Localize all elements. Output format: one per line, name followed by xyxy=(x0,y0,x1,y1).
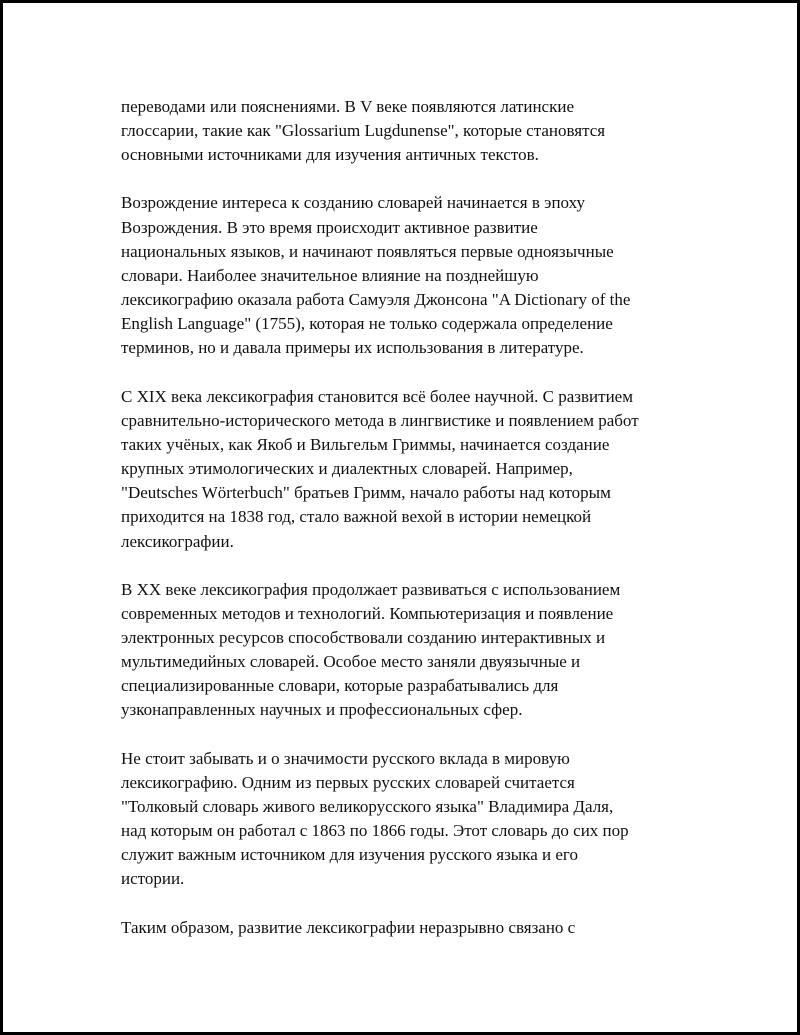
text-line: приходится на 1838 год, стало важной вехой в истории немецкой xyxy=(121,507,592,527)
text-line: Возрождение интереса к созданию словарей начинается в эпоху xyxy=(121,193,585,213)
text-line: терминов, но и давала примеры их использования в литературе. xyxy=(121,338,584,358)
text-line: С XIX века лексикография становится всё более научной. С развитием xyxy=(121,386,633,406)
text-line: глоссарии, такие как "Glossarium Lugdunense", которые становятся xyxy=(121,121,606,141)
text-line: современных методов и технологий. Компьютеризация и появление xyxy=(121,603,614,623)
paragraph-6 xyxy=(121,916,696,940)
text-line: таких учёных, как Якоб и Вильгельм Гриммы, начинается создание xyxy=(121,434,610,454)
paragraph-4 xyxy=(121,578,696,723)
text-line: лексикографии. xyxy=(121,531,234,551)
text-line: В XX веке лексикография продолжает развиваться с использованием xyxy=(121,579,621,599)
paragraph-1 xyxy=(121,95,696,167)
text-line: специализированные словари, которые разрабатывались для xyxy=(121,676,559,696)
text-line: над которым он работал с 1863 по 1866 годы. Этот словарь до сих пор xyxy=(121,821,629,841)
paragraph-3 xyxy=(121,385,696,554)
text-line: сравнительно-исторического метода в лингвистике и появлением работ xyxy=(121,410,639,430)
text-line: служит важным источником для изучения русского языка и его xyxy=(121,845,578,865)
text-line: мультимедийных словарей. Особое место заняли двуязычные и xyxy=(121,652,581,672)
text-line: Возрождения. В это время происходит активное развитие xyxy=(121,217,538,237)
text-line: переводами или пояснениями. В V веке появляются латинские xyxy=(121,97,574,116)
text-line: основными источниками для изучения античных текстов. xyxy=(121,145,539,165)
text-line: крупных этимологических и диалектных словарей. Например, xyxy=(121,459,573,479)
text-line: лексикографию. Одним из первых русских словарей считается xyxy=(121,772,575,792)
text-line: электронных ресурсов способствовали созданию интерактивных и xyxy=(121,627,606,647)
paragraph-5 xyxy=(121,747,696,892)
text-line: словари. Наиболее значительное влияние на позднейшую xyxy=(121,265,539,285)
document-body xyxy=(121,95,696,964)
text-line: Не стоит забывать и о значимости русского вклада в мировую xyxy=(121,748,570,768)
text-line: "Deutsches Wörterbuch" братьев Гримм, начало работы над которым xyxy=(121,483,611,503)
text-line: лексикографию оказала работа Самуэля Джонсона "A Dictionary of the xyxy=(121,290,631,310)
text-line: узконаправленных научных и профессиональных сфер. xyxy=(121,700,523,720)
text-line: истории. xyxy=(121,869,185,889)
text-line: "Толковый словарь живого великорусского языка" Владимира Даля, xyxy=(121,796,614,816)
text-line: English Language" (1755), которая не только содержала определение xyxy=(121,314,613,334)
paragraph-2 xyxy=(121,191,696,360)
text-line: Таким образом, развитие лексикографии неразрывно связано с xyxy=(121,917,576,937)
text-line: национальных языков, и начинают появляться первые одноязычные xyxy=(121,241,614,261)
